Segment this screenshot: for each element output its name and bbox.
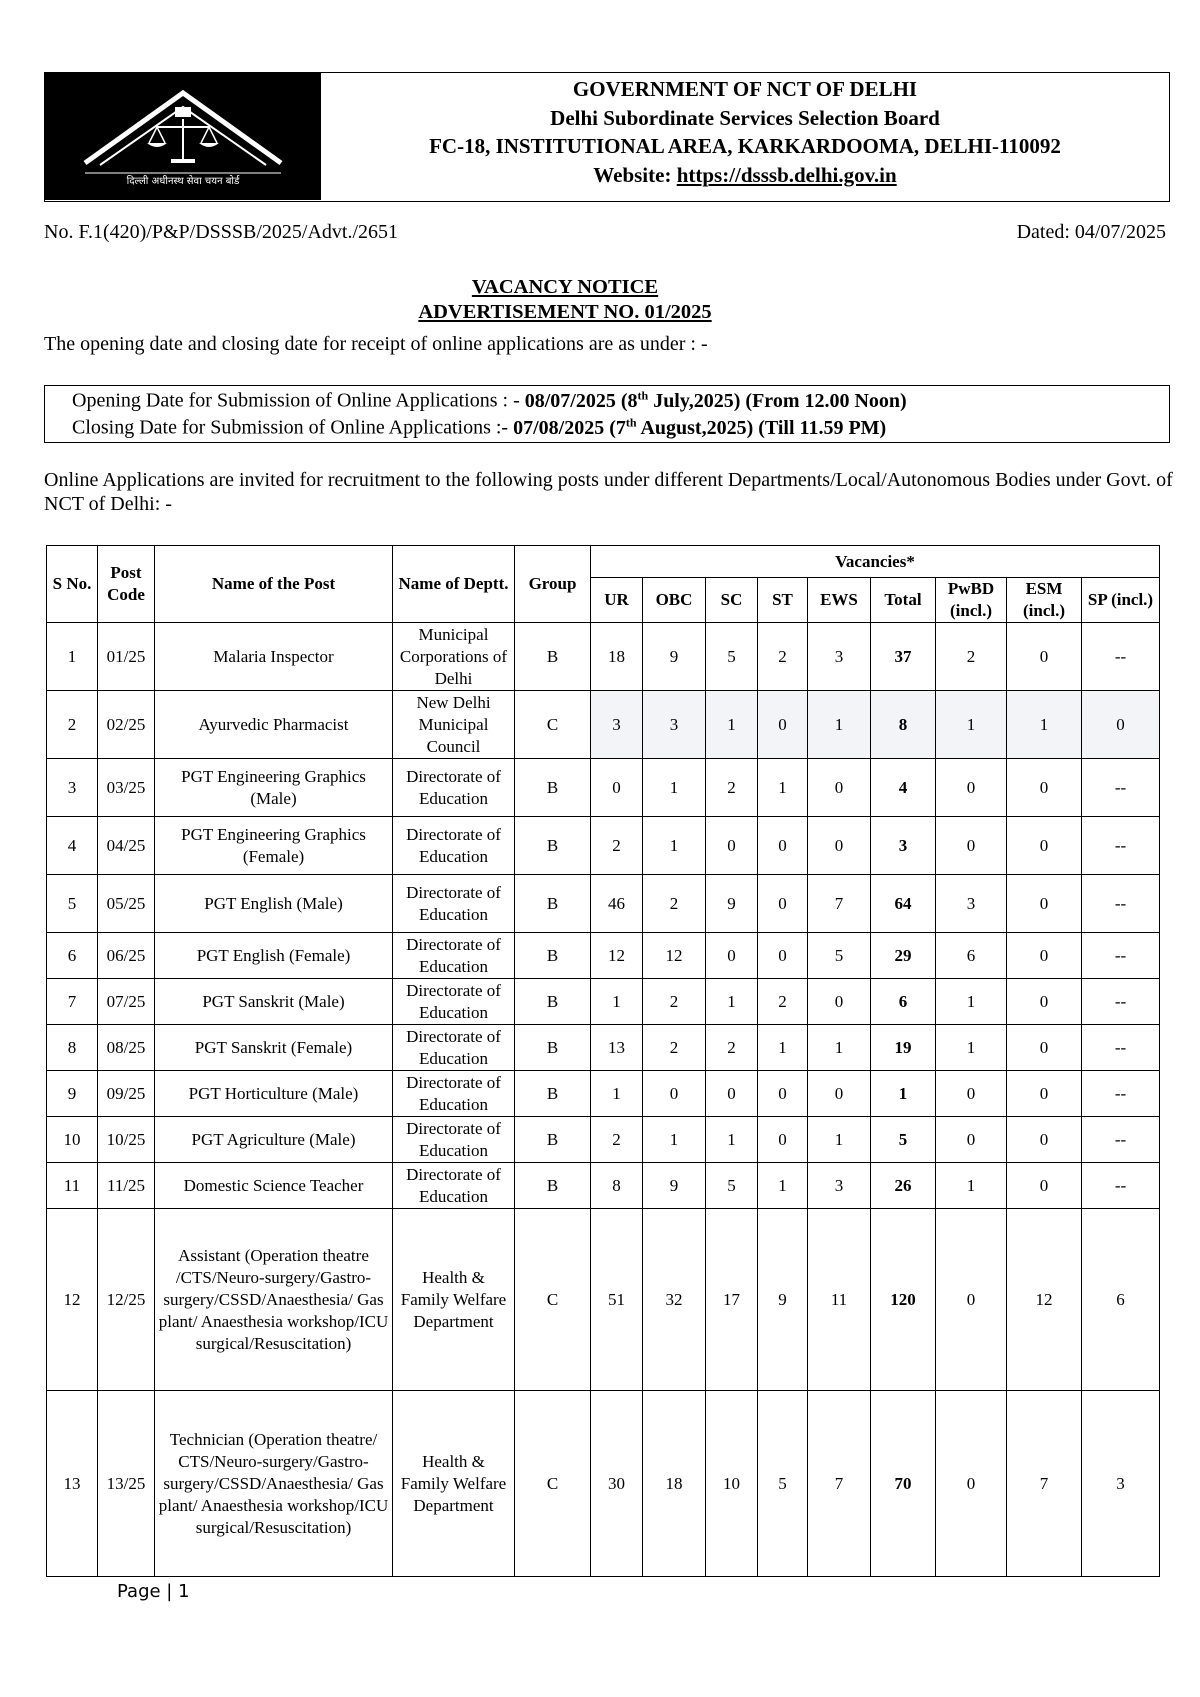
- row-total: 1: [871, 1071, 936, 1117]
- board-address: FC-18, INSTITUTIONAL AREA, KARKARDOOMA, DELHI-110092: [429, 134, 1061, 158]
- row-total: 4: [871, 759, 936, 817]
- row-sc: 5: [706, 1163, 758, 1209]
- row-pwbd: 1: [936, 1025, 1007, 1071]
- row-ews: 0: [808, 817, 871, 875]
- row-department: Directorate of Education: [393, 933, 515, 979]
- row-sno: 11: [47, 1163, 98, 1209]
- row-post-code: 01/25: [98, 623, 155, 691]
- opening-date-label: Opening Date for Submission of Online Applications : -: [72, 389, 520, 412]
- row-esm: 1: [1007, 691, 1082, 759]
- row-sc: 2: [706, 759, 758, 817]
- header-sp: SP (incl.): [1082, 578, 1160, 623]
- row-sp: --: [1082, 1163, 1160, 1209]
- row-group: C: [515, 1209, 591, 1391]
- row-sp: --: [1082, 979, 1160, 1025]
- row-ews: 11: [808, 1209, 871, 1391]
- row-department: Health & Family Welfare Department: [393, 1209, 515, 1391]
- row-sno: 8: [47, 1025, 98, 1071]
- row-post-name: Domestic Science Teacher: [155, 1163, 393, 1209]
- row-esm: 0: [1007, 759, 1082, 817]
- government-name: GOVERNMENT OF NCT OF DELHI: [572, 77, 918, 101]
- row-group: C: [515, 1391, 591, 1577]
- board-name: Delhi Subordinate Services Selection Board: [550, 105, 940, 130]
- row-esm: 12: [1007, 1209, 1082, 1391]
- row-group: C: [515, 691, 591, 759]
- website-link[interactable]: https://dsssb.delhi.gov.in: [676, 162, 897, 187]
- row-st: 0: [758, 1117, 808, 1163]
- row-total: 26: [871, 1163, 936, 1209]
- row-ur: 1: [591, 1071, 643, 1117]
- dsssb-logo: [45, 73, 321, 200]
- row-obc: 3: [643, 691, 706, 759]
- row-ur: 2: [591, 817, 643, 875]
- row-ews: 1: [808, 1025, 871, 1071]
- row-esm: 0: [1007, 623, 1082, 691]
- row-total: 19: [871, 1025, 936, 1071]
- row-ur: 46: [591, 875, 643, 933]
- row-total: 64: [871, 875, 936, 933]
- row-total: 3: [871, 817, 936, 875]
- row-pwbd: 0: [936, 817, 1007, 875]
- row-sno: 7: [47, 979, 98, 1025]
- logo-caption: दिल्ली अधीनस्थ सेवा चयन बोर्ड: [126, 176, 240, 187]
- row-ews: 5: [808, 933, 871, 979]
- row-department: Municipal Corporations of Delhi: [393, 623, 515, 691]
- invitation-paragraph: Online Applications are invited for recruitment to the following posts under different Departments/Local/Autonomous Bodies under Govt. of NCT of Delhi: -: [44, 469, 1173, 515]
- row-sp: 0: [1082, 691, 1160, 759]
- row-post-code: 08/25: [98, 1025, 155, 1071]
- row-pwbd: 0: [936, 1117, 1007, 1163]
- advertisement-number: ADVERTISEMENT NO. 01/2025: [418, 301, 712, 323]
- row-st: 1: [758, 1025, 808, 1071]
- row-post-code: 09/25: [98, 1071, 155, 1117]
- row-ur: 1: [591, 979, 643, 1025]
- row-st: 2: [758, 623, 808, 691]
- row-obc: 1: [643, 759, 706, 817]
- row-obc: 1: [643, 817, 706, 875]
- row-st: 1: [758, 1163, 808, 1209]
- table-header-row: [47, 546, 1160, 578]
- row-esm: 7: [1007, 1391, 1082, 1577]
- header-esm: ESM (incl.): [1007, 578, 1082, 623]
- row-post-name: PGT Horticulture (Male): [155, 1071, 393, 1117]
- table-row: [47, 1117, 1160, 1163]
- row-sp: 6: [1082, 1209, 1160, 1391]
- row-ur: 2: [591, 1117, 643, 1163]
- website-label: Website:: [593, 162, 672, 187]
- row-esm: 0: [1007, 1163, 1082, 1209]
- table-row: [47, 623, 1160, 691]
- row-group: B: [515, 1025, 591, 1071]
- row-sc: 5: [706, 623, 758, 691]
- row-sc: 17: [706, 1209, 758, 1391]
- row-sp: --: [1082, 1025, 1160, 1071]
- row-obc: 2: [643, 979, 706, 1025]
- table-row: [47, 1163, 1160, 1209]
- website-line: [321, 161, 1169, 190]
- row-esm: 0: [1007, 817, 1082, 875]
- row-pwbd: 0: [936, 1209, 1007, 1391]
- table-row: [47, 979, 1160, 1025]
- row-department: Directorate of Education: [393, 1117, 515, 1163]
- table-row: [47, 1025, 1160, 1071]
- row-post-code: 10/25: [98, 1117, 155, 1163]
- row-group: B: [515, 623, 591, 691]
- header-vacancies: Vacancies*: [591, 546, 1160, 578]
- table-row: [47, 933, 1160, 979]
- row-sp: --: [1082, 1117, 1160, 1163]
- row-st: 9: [758, 1209, 808, 1391]
- row-total: 70: [871, 1391, 936, 1577]
- row-esm: 0: [1007, 1071, 1082, 1117]
- row-total: 37: [871, 623, 936, 691]
- row-ews: 0: [808, 979, 871, 1025]
- row-post-name: Technician (Operation theatre/ CTS/Neuro-surgery/Gastro-surgery/CSSD/Anaesthesia/ Gas plant/ Anaesthesia workshop/ICU surgical/Resuscitation): [155, 1391, 393, 1577]
- row-st: 2: [758, 979, 808, 1025]
- header-sno: S No.: [47, 546, 98, 623]
- header-post-name: Name of the Post: [155, 546, 393, 623]
- row-total: 5: [871, 1117, 936, 1163]
- row-st: 5: [758, 1391, 808, 1577]
- row-st: 0: [758, 875, 808, 933]
- row-total: 8: [871, 691, 936, 759]
- row-sno: 6: [47, 933, 98, 979]
- row-sc: 0: [706, 1071, 758, 1117]
- row-esm: 0: [1007, 1025, 1082, 1071]
- row-sno: 12: [47, 1209, 98, 1391]
- table-row: [47, 1209, 1160, 1391]
- row-sp: --: [1082, 817, 1160, 875]
- row-department: Directorate of Education: [393, 875, 515, 933]
- row-sc: 1: [706, 979, 758, 1025]
- row-sp: --: [1082, 623, 1160, 691]
- row-ews: 7: [808, 1391, 871, 1577]
- table-row: [47, 817, 1160, 875]
- row-sp: --: [1082, 1071, 1160, 1117]
- closing-date-row: [72, 415, 886, 440]
- row-group: B: [515, 759, 591, 817]
- page-number: Page | 1: [117, 1581, 190, 1602]
- row-post-name: PGT English (Male): [155, 875, 393, 933]
- row-sno: 9: [47, 1071, 98, 1117]
- row-group: B: [515, 1071, 591, 1117]
- header-post-code: Post Code: [98, 546, 155, 623]
- row-sno: 3: [47, 759, 98, 817]
- header-st: ST: [758, 578, 808, 623]
- row-post-code: 11/25: [98, 1163, 155, 1209]
- header-obc: OBC: [643, 578, 706, 623]
- row-pwbd: 3: [936, 875, 1007, 933]
- row-esm: 0: [1007, 979, 1082, 1025]
- row-sp: --: [1082, 875, 1160, 933]
- row-ur: 18: [591, 623, 643, 691]
- row-post-code: 07/25: [98, 979, 155, 1025]
- row-obc: 18: [643, 1391, 706, 1577]
- row-group: B: [515, 1117, 591, 1163]
- row-sc: 9: [706, 875, 758, 933]
- row-sc: 1: [706, 1117, 758, 1163]
- row-ews: 3: [808, 1163, 871, 1209]
- row-sno: 10: [47, 1117, 98, 1163]
- row-obc: 0: [643, 1071, 706, 1117]
- row-ews: 0: [808, 1071, 871, 1117]
- row-department: Directorate of Education: [393, 979, 515, 1025]
- row-ur: 51: [591, 1209, 643, 1391]
- row-sno: 5: [47, 875, 98, 933]
- row-sc: 0: [706, 817, 758, 875]
- application-dates-box: [44, 385, 1170, 443]
- row-esm: 0: [1007, 1117, 1082, 1163]
- closing-date-label: Closing Date for Submission of Online Applications :-: [72, 416, 509, 439]
- row-group: B: [515, 933, 591, 979]
- row-department: Directorate of Education: [393, 817, 515, 875]
- row-post-code: 03/25: [98, 759, 155, 817]
- row-sc: 1: [706, 691, 758, 759]
- row-pwbd: 0: [936, 759, 1007, 817]
- row-pwbd: 1: [936, 1163, 1007, 1209]
- row-post-code: 06/25: [98, 933, 155, 979]
- row-department: Health & Family Welfare Department: [393, 1391, 515, 1577]
- row-st: 0: [758, 817, 808, 875]
- row-group: B: [515, 1163, 591, 1209]
- row-pwbd: 2: [936, 623, 1007, 691]
- row-pwbd: 6: [936, 933, 1007, 979]
- row-post-code: 04/25: [98, 817, 155, 875]
- table-row: [47, 875, 1160, 933]
- row-obc: 2: [643, 1025, 706, 1071]
- row-department: Directorate of Education: [393, 1163, 515, 1209]
- row-post-name: Ayurvedic Pharmacist: [155, 691, 393, 759]
- row-sc: 10: [706, 1391, 758, 1577]
- row-st: 0: [758, 933, 808, 979]
- row-obc: 9: [643, 623, 706, 691]
- row-ews: 1: [808, 1117, 871, 1163]
- header-group: Group: [515, 546, 591, 623]
- row-obc: 12: [643, 933, 706, 979]
- row-ur: 0: [591, 759, 643, 817]
- opening-date-row: [72, 388, 907, 413]
- row-ews: 1: [808, 691, 871, 759]
- row-st: 0: [758, 691, 808, 759]
- row-group: B: [515, 817, 591, 875]
- header-department: Name of Deptt.: [393, 546, 515, 623]
- row-sc: 2: [706, 1025, 758, 1071]
- row-post-name: PGT Sanskrit (Female): [155, 1025, 393, 1071]
- header-sc: SC: [706, 578, 758, 623]
- header-ews: EWS: [808, 578, 871, 623]
- row-st: 0: [758, 1071, 808, 1117]
- row-ews: 0: [808, 759, 871, 817]
- header-pwbd: PwBD (incl.): [936, 578, 1007, 623]
- row-group: B: [515, 979, 591, 1025]
- row-obc: 9: [643, 1163, 706, 1209]
- row-department: Directorate of Education: [393, 1025, 515, 1071]
- row-sp: --: [1082, 759, 1160, 817]
- row-post-name: PGT Agriculture (Male): [155, 1117, 393, 1163]
- closing-date-rest: August,2025) (Till 11.59 PM): [636, 416, 887, 439]
- vacancy-table-body: [47, 623, 1160, 1577]
- row-post-code: 02/25: [98, 691, 155, 759]
- row-obc: 2: [643, 875, 706, 933]
- row-department: Directorate of Education: [393, 759, 515, 817]
- header-ur: UR: [591, 578, 643, 623]
- intro-text: The opening date and closing date for receipt of online applications are as under : -: [44, 333, 708, 355]
- row-department: Directorate of Education: [393, 1071, 515, 1117]
- vacancy-table: [46, 545, 1160, 1577]
- closing-date-sup: th: [625, 415, 637, 429]
- row-total: 120: [871, 1209, 936, 1391]
- row-esm: 0: [1007, 875, 1082, 933]
- notice-date: Dated: 04/07/2025: [1016, 221, 1166, 243]
- row-post-name: PGT English (Female): [155, 933, 393, 979]
- row-pwbd: 1: [936, 691, 1007, 759]
- row-esm: 0: [1007, 933, 1082, 979]
- row-post-code: 12/25: [98, 1209, 155, 1391]
- letterhead: [44, 72, 1170, 202]
- row-pwbd: 0: [936, 1071, 1007, 1117]
- row-ur: 13: [591, 1025, 643, 1071]
- row-post-name: Assistant (Operation theatre /CTS/Neuro-surgery/Gastro-surgery/CSSD/Anaesthesia/ Gas plant/ Anaesthesia workshop/ICU surgical/Resuscitation): [155, 1209, 393, 1391]
- row-department: New Delhi Municipal Council: [393, 691, 515, 759]
- header-total: Total: [871, 578, 936, 623]
- row-ur: 3: [591, 691, 643, 759]
- notice-title: VACANCY NOTICE: [471, 276, 659, 298]
- row-sno: 2: [47, 691, 98, 759]
- row-ews: 7: [808, 875, 871, 933]
- table-row: [47, 1391, 1160, 1577]
- row-obc: 32: [643, 1209, 706, 1391]
- closing-date-value: 07/08/2025 (7: [513, 416, 626, 439]
- row-sp: 3: [1082, 1391, 1160, 1577]
- row-post-name: Malaria Inspector: [155, 623, 393, 691]
- row-pwbd: 1: [936, 979, 1007, 1025]
- row-post-code: 05/25: [98, 875, 155, 933]
- row-sp: --: [1082, 933, 1160, 979]
- row-sno: 13: [47, 1391, 98, 1577]
- row-post-name: PGT Engineering Graphics (Female): [155, 817, 393, 875]
- row-total: 6: [871, 979, 936, 1025]
- row-sc: 0: [706, 933, 758, 979]
- row-post-code: 13/25: [98, 1391, 155, 1577]
- opening-date-rest: July,2025) (From 12.00 Noon): [648, 389, 907, 412]
- row-pwbd: 0: [936, 1391, 1007, 1577]
- row-ur: 12: [591, 933, 643, 979]
- row-sno: 4: [47, 817, 98, 875]
- row-post-name: PGT Sanskrit (Male): [155, 979, 393, 1025]
- table-row: [47, 691, 1160, 759]
- letterhead-text: [321, 75, 1169, 189]
- row-total: 29: [871, 933, 936, 979]
- opening-date-value: 08/07/2025 (8: [524, 389, 638, 412]
- opening-date-sup: th: [637, 388, 649, 402]
- row-st: 1: [758, 759, 808, 817]
- row-post-name: PGT Engineering Graphics (Male): [155, 759, 393, 817]
- table-row: [47, 759, 1160, 817]
- row-obc: 1: [643, 1117, 706, 1163]
- row-group: B: [515, 875, 591, 933]
- row-ews: 3: [808, 623, 871, 691]
- row-ur: 8: [591, 1163, 643, 1209]
- reference-number: No. F.1(420)/P&P/DSSSB/2025/Advt./2651: [44, 221, 399, 243]
- table-row: [47, 1071, 1160, 1117]
- row-ur: 30: [591, 1391, 643, 1577]
- row-sno: 1: [47, 623, 98, 691]
